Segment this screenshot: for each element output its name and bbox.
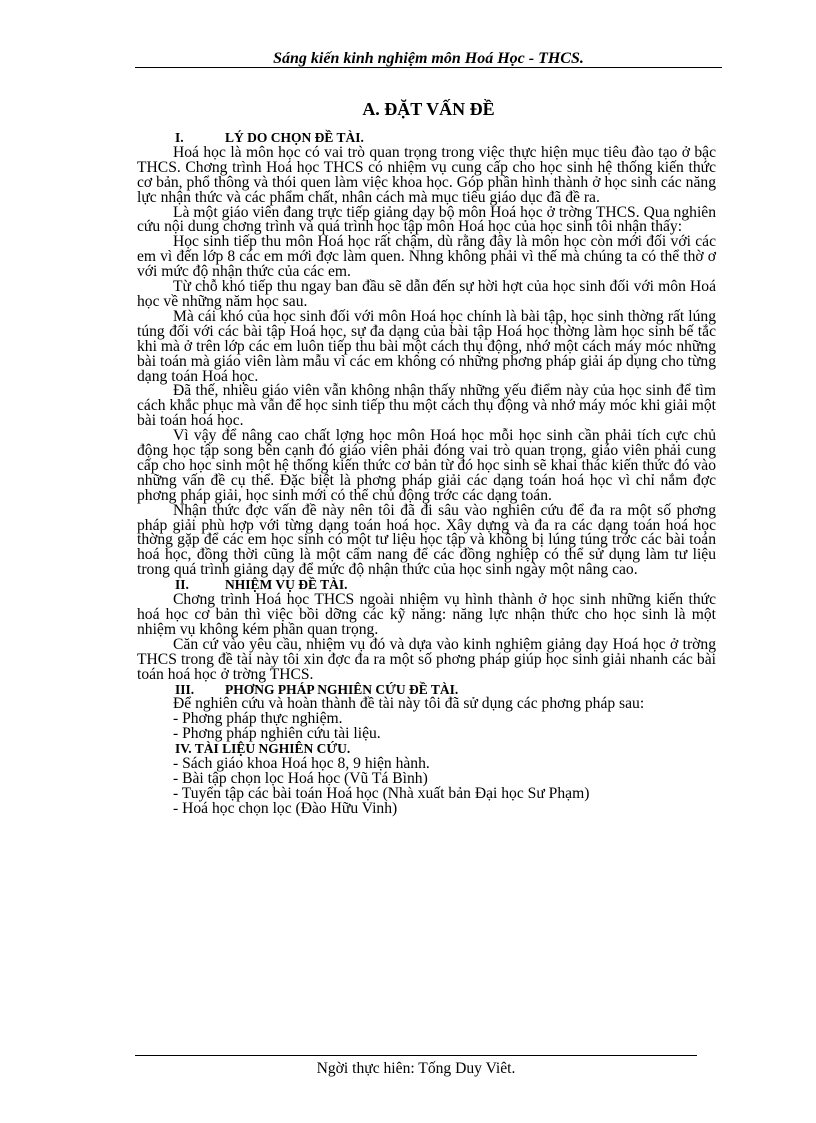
paragraph: Đã thế, nhiều giáo viên vẫn không nhận thấy những yếu điểm này của học sinh để tìm cách khắc phục mà vẫn để học sinh tiếp thu một cách thụ động và nhớ máy móc khi giải một bài toán hoá học. (137, 382, 716, 430)
paragraph: Vì vậy để nâng cao chất lợng học môn Hoá học mỗi học sinh cần phải tích cực chủ động học tập song bên cạnh đó giáo viên phải đóng vai trò quan trọng, giáo viên phải cung cấp cho học sinh một hệ thống kiến thức cơ bản từ đó học sinh sẽ khai thác kiến thức đó vào những vấn đề cụ thể. Đặc biệt là phơng pháp giải các dạng toán hoá học vì chỉ nắm đợc phơng pháp giải, học sinh mới có thể chủ động trớc các dạng toán. (137, 427, 716, 504)
paragraph: Mà cái khó của học sinh đối với môn Hoá học chính là bài tập, học sinh thờng rất lúng túng đối với các bài tập Hoá học, sự đa dạng của bài tập Hoá học thờng làm học sinh bế tắc khi mà ở trên lớp các em luôn tiếp thu bài một cách thụ động, nhớ một cách máy móc những bài toán mà giáo viên làm mẫu vì các em không có những phơng pháp giải áp dụng cho từng dạng toán Hoá học. (137, 307, 716, 385)
section-number: III. (175, 681, 195, 697)
list-item: - Tuyển tập các bài toán Hoá học (Nhà xuất bản Đại học Sư Phạm) (173, 784, 590, 802)
list-item: - Sách giáo khoa Hoá học 8, 9 hiện hành. (173, 755, 430, 773)
section-title: PHƠNG PHÁP NGHIÊN CỨU ĐỀ TÀI. (225, 681, 459, 697)
paragraph: Nhận thức đợc vấn đề này nên tôi đã đi sâu vào nghiên cứu để đa ra một số phơng pháp giải phù hợp với từng dạng toán hoá học. Xây dựng và đa ra các dạng toán hoá học thờng gặp để các em học sinh có một tư liệu học tập và không bị lúng túng trớc các bài toán hoá học, đồng thời cũng là một cẩm nang để các đồng nghiệp có thể sử dụng làm tư liệu trong quá trình giảng dạy để mức độ nhận thức của học sinh ngày một nâng cao. (137, 501, 716, 579)
paragraph: Học sinh tiếp thu môn Hoá học rất chậm, dù rằng đây là môn học còn mới đối với các em vì đến lớp 8 các em mới đợc làm quen. Nhng không phải vì thế mà chúng ta có thể thờ ơ với mức độ nhận thức của các em. (137, 233, 716, 281)
footer-author: Ngời thực hiên: Tống Duy Viêt. (316, 1060, 516, 1077)
list-item: - Hoá học chọn lọc (Đào Hữu Vinh) (173, 799, 398, 817)
footer-rule (135, 1055, 697, 1056)
section-number: I. (175, 130, 184, 145)
section-title: NHIỆM VỤ ĐỀ TÀI. (225, 577, 348, 593)
paragraph: Là một giáo viên đang trực tiếp giảng dạy bộ môn Hoá học ở trờng THCS. Qua nghiên cứu nội dung chơng trình và quá trình học tập môn Hoá học của học sinh tôi nhận thấy: (137, 203, 716, 236)
document-title: A. ĐẶT VẤN ĐỀ (362, 99, 495, 119)
paragraph: Chơng trình Hoá học THCS ngoài nhiệm vụ hình thành ở học sinh những kiến thức hoá học cơ bản thì việc bồi dỡng các kỹ năng: năng lực nhận thức cho học sinh là một nhiệm vụ không kém phần quan trọng. (137, 591, 716, 638)
paragraph: Để nghiên cứu và hoàn thành đề tài này tôi đã sử dụng các phơng pháp sau: (173, 695, 645, 713)
section-heading: IV. TÀI LIỆU NGHIÊN CỨU. (175, 741, 351, 757)
header-rule (135, 67, 722, 68)
section-number: II. (175, 577, 189, 593)
paragraph: Hoá học là môn học có vai trò quan trọng trong việc thực hiện mục tiêu đào tạo ở bậc THCS. Chơng trình Hoá học THCS có nhiệm vụ cung cấp cho học sinh hệ thống kiến thức cơ bản, phổ thông và thói quen làm việc khoa học. Góp phần hình thành ở học sinh các năng lực nhận thức và các phẩm chất, nhân cách mà mục tiêu giáo dục đã đề ra. (137, 143, 716, 206)
section-title: LÝ DO CHỌN ĐỀ TÀI. (225, 130, 364, 145)
document-body (137, 131, 716, 817)
list-item: - Phơng pháp nghiên cứu tài liệu. (173, 725, 381, 743)
running-header: Sáng kiến kinh nghiệm môn Hoá Học - THCS. (273, 50, 584, 67)
paragraph: Từ chỗ khó tiếp thu ngay ban đầu sẽ dẫn đến sự hời hợt của học sinh đối với môn Hoá học về những năm học sau. (137, 278, 716, 310)
paragraph: Căn cứ vào yêu cầu, nhiệm vụ đó và dựa vào kinh nghiệm giảng dạy Hoá học ở trờng THCS trong đề tài này tôi xin đợc đa ra một số phơng pháp giúp học sinh giải nhanh các bài toán hoá học ở trờng THCS. (137, 635, 716, 683)
list-item: - Bài tập chọn lọc Hoá học (Vũ Tá Bình) (173, 769, 428, 787)
list-item: - Phơng pháp thực nghiệm. (173, 710, 343, 728)
